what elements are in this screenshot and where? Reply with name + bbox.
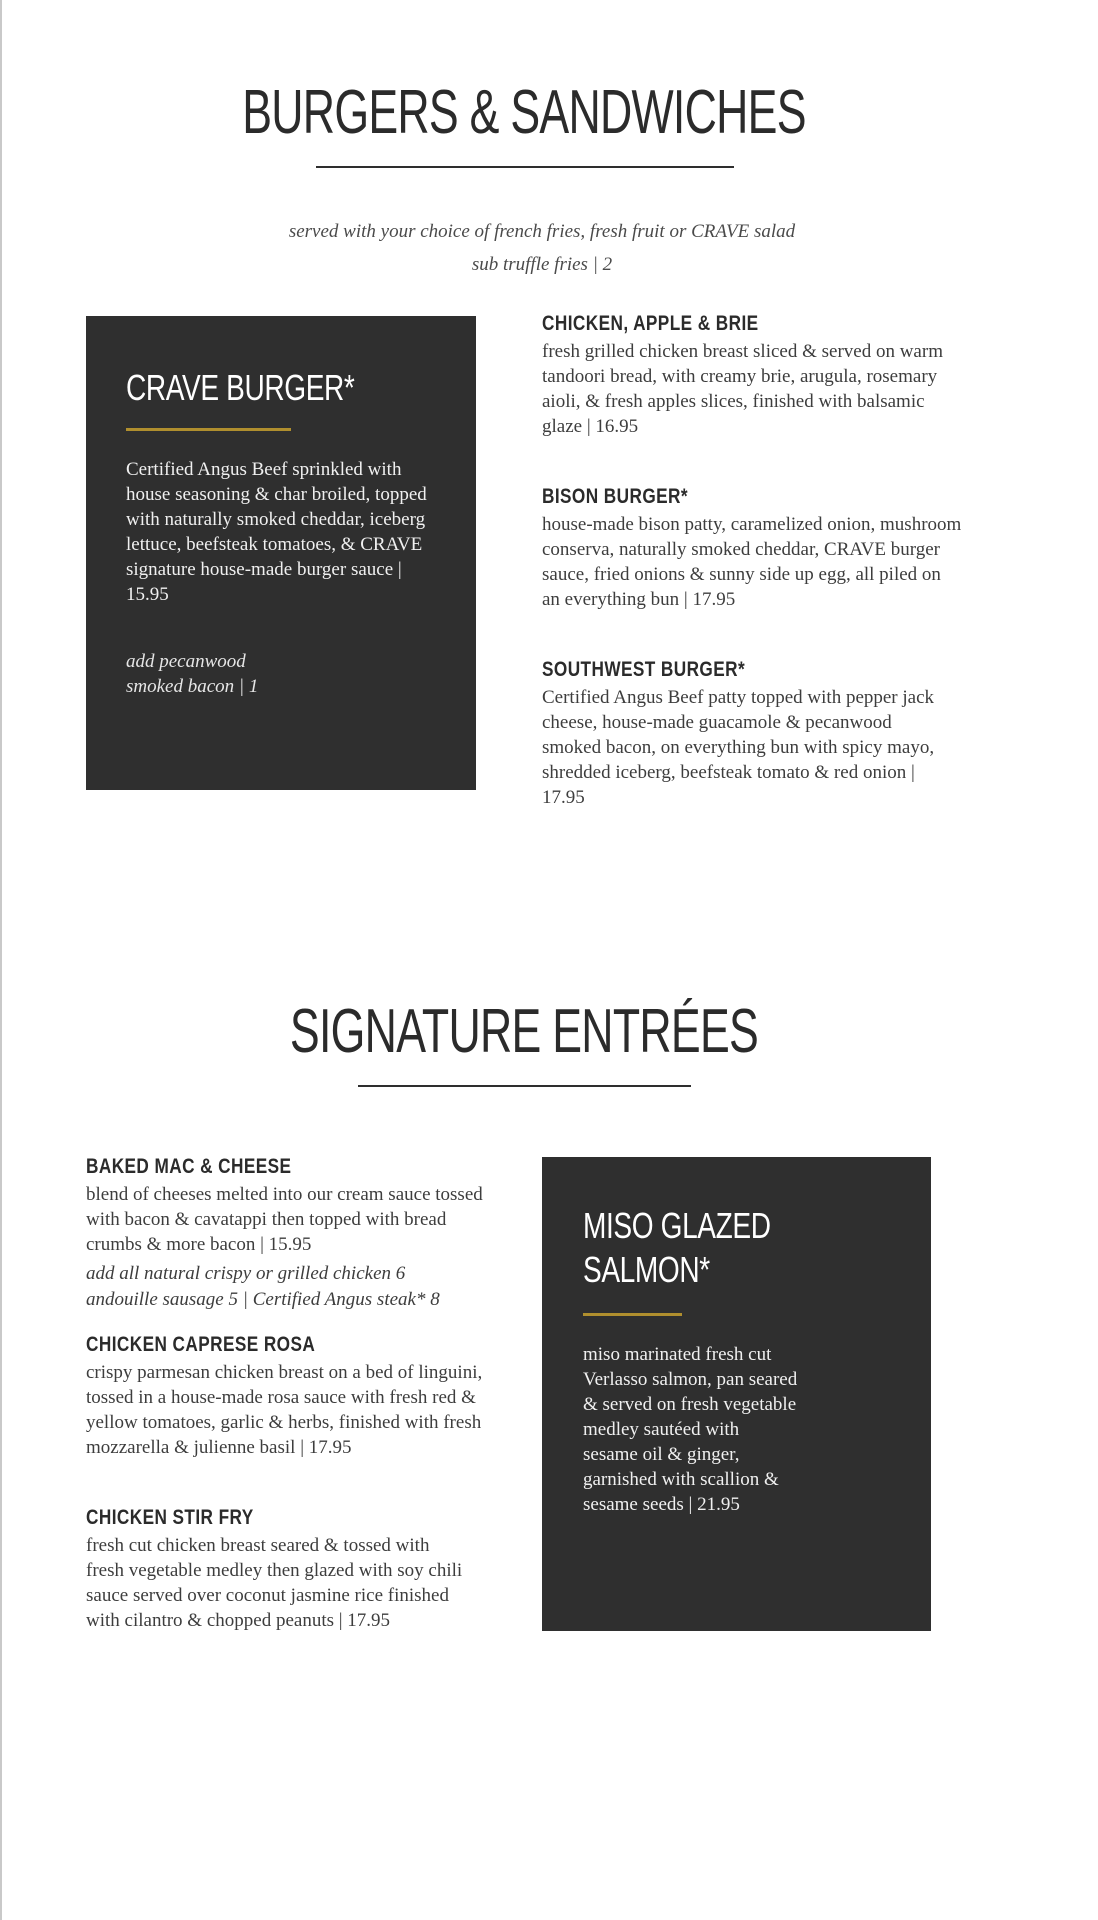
item-name: BISON BURGER*	[542, 485, 688, 508]
item-description: fresh cut chicken breast seared & tossed with fresh vegetable medley then glazed with soy chili sauce served over coconut jasmine rice finished with cilantro & chopped peanuts | 17.95	[86, 1535, 463, 1631]
miso-salmon-title: MISO GLAZED SALMON*	[583, 1205, 771, 1290]
crave-burger-addon: add pecanwood smoked bacon | 1	[126, 651, 259, 697]
burgers-title-rule	[316, 166, 734, 168]
item-description: fresh grilled chicken breast sliced & served on warm tandoori bread, with creamy brie, arugula, rosemary aioli, & fresh apples slices, finished with balsamic glaze | 16.95	[542, 341, 943, 437]
crave-burger-title: CRAVE BURGER*	[126, 367, 355, 408]
menu-item-chicken-caprese-rosa	[86, 1331, 506, 1460]
burgers-intro-line2: sub truffle fries | 2	[471, 254, 613, 275]
crave-burger-gold-rule	[126, 428, 291, 431]
entrees-title-rule	[358, 1085, 691, 1087]
menu-item-chicken-stir-fry	[86, 1504, 466, 1633]
item-name: CHICKEN STIR FRY	[86, 1506, 254, 1529]
item-name: SOUTHWEST BURGER*	[542, 658, 746, 681]
menu-item-bison-burger	[542, 483, 962, 612]
item-name: CHICKEN, APPLE & BRIE	[542, 312, 759, 335]
miso-salmon-description: miso marinated fresh cut Verlasso salmon, pan seared & served on fresh vegetable medley sautéed with sesame oil & ginger, garnished with scallion & sesame seeds | 21.95	[583, 1344, 798, 1515]
miso-salmon-gold-rule	[583, 1313, 682, 1316]
miso-salmon-card	[542, 1157, 931, 1631]
item-description: crispy parmesan chicken breast on a bed of linguini, tossed in a house-made rosa sauce with fresh red & yellow tomatoes, garlic & herbs, finished with fresh mozzarella & julienne basil | 17.95	[86, 1362, 483, 1458]
burgers-section-title: BURGERS & SANDWICHES	[242, 78, 806, 147]
menu-item-chicken-apple-brie	[542, 310, 962, 439]
entrees-section-title: SIGNATURE ENTRÉES	[289, 997, 759, 1066]
item-description: house-made bison patty, caramelized onion, mushroom conserva, naturally smoked cheddar, CRAVE burger sauce, fried onions & sunny side up egg, all piled on an everything bun | 17.95	[542, 514, 962, 610]
item-description: blend of cheeses melted into our cream sauce tossed with bacon & cavatappi then topped with bread crumbs & more bacon | 15.95	[86, 1184, 483, 1255]
burgers-intro-line1: served with your choice of french fries, fresh fruit or CRAVE salad	[288, 221, 796, 242]
item-description: Certified Angus Beef patty topped with pepper jack cheese, house-made guacamole & pecanwood smoked bacon, on everything bun with spicy mayo, shredded iceberg, beefsteak tomato & red onion | 17.95	[542, 687, 935, 808]
item-name: BAKED MAC & CHEESE	[86, 1155, 292, 1178]
menu-item-baked-mac-cheese	[86, 1153, 506, 1313]
crave-burger-card	[86, 316, 476, 790]
crave-burger-description: Certified Angus Beef sprinkled with house seasoning & char broiled, topped with naturally smoked cheddar, iceberg lettuce, beefsteak tomatoes, & CRAVE signature house-made burger sauce | 15.95	[126, 459, 427, 605]
menu-item-southwest-burger	[542, 656, 952, 810]
item-addon: add all natural crispy or grilled chicken 6 andouille sausage 5 | Certified Angus steak* 8	[86, 1263, 440, 1310]
item-name: CHICKEN CAPRESE ROSA	[86, 1333, 316, 1356]
